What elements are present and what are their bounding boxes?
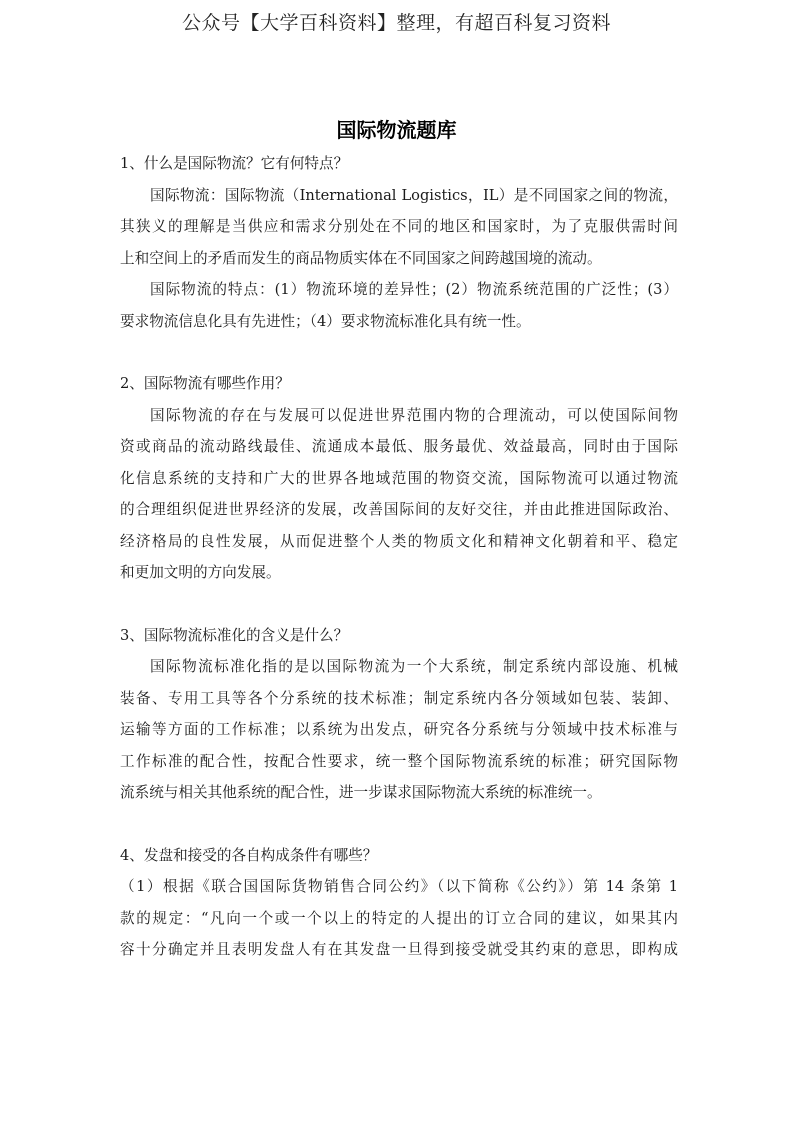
paragraph-line: 化信息系统的支持和广大的世界各地域范围的物资交流，国际物流可以通过物流 [120,469,678,487]
paragraph-line: 装备、专用工具等各个分系统的技术标准；制定系统内各分领域如包装、装卸、 [120,689,678,707]
question-heading: 3、国际物流标准化的含义是什么？ [120,626,349,644]
paragraph-line: 国际物流的存在与发展可以促进世界范围内物的合理流动，可以使国际间物 [150,406,678,424]
document-title: 国际物流题库 [336,118,457,142]
paragraph-line: 国际物流标准化指的是以国际物流为一个大系统，制定系统内部设施、机械 [150,658,678,675]
question-heading: 2、国际物流有哪些作用？ [120,375,290,392]
paragraph-line: 要求物流信息化具有先进性；（4）要求物流标准化具有统一性。 [120,312,531,330]
paragraph-line: 款的规定：“凡向一个或一个以上的特定的人提出的订立合同的建议，如果其内 [120,909,678,927]
paragraph-line: 流系统与相关其他系统的配合性，进一步谋求国际物流大系统的标准统一。 [120,784,602,801]
paragraph-line: 国际物流的特点：(1）物流环境的差异性；(2）物流系统范围的广泛性；(3） [150,281,678,298]
paragraph-line: 上和空间上的矛盾而发生的商品物质实体在不同国家之间跨越国境的流动。 [120,249,602,267]
paragraph-line: 工作标准的配合性，按配合性要求，统一整个国际物流系统的标准；研究国际物 [120,752,678,770]
section-2 [120,373,678,594]
paragraph-line: 国际物流：国际物流（International Logistics，IL）是不同国家之间的物流， [150,186,678,204]
paragraph-line: 资或商品的流动路线最佳、流通成本最低、服务最优、效益最高，同时由于国际 [120,438,678,455]
question-heading: 1、什么是国际物流？它有何特点？ [120,155,349,172]
section-3 [120,625,678,814]
section-spacer [120,594,678,625]
paragraph-line: 其狭义的理解是当供应和需求分别处在不同的地区和国家时，为了克服供需时间 [120,218,678,235]
section-4 [120,845,678,971]
section-spacer [120,814,678,845]
section-spacer [120,342,678,373]
paragraph-line: 运输等方面的工作标准；以系统为出发点，研究各分系统与分领域中技术标准与 [120,721,678,738]
paragraph-line: 的合理组织促进世界经济的发展，改善国际间的友好交往，并由此推进国际政治、 [120,501,678,518]
document-body [120,153,678,971]
paragraph-line: 经济格局的良性发展，从而促进整个人类的物质文化和精神文化朝着和平、稳定 [120,532,678,550]
page-header-banner: 公众号【大学百科资料】整理，有超百科复习资料 [181,12,611,34]
section-1 [120,153,678,342]
paragraph-line: 容十分确定并且表明发盘人有在其发盘一旦得到接受就受其约束的意思，即构成 [120,941,678,958]
paragraph-line: 和更加文明的方向发展。 [120,564,281,581]
question-heading: 4、发盘和接受的各自构成条件有哪些？ [120,846,378,864]
paragraph-line: （1）根据《联合国国际货物销售合同公约》（以下简称《公约》）第 14 条第 1 [120,878,678,895]
